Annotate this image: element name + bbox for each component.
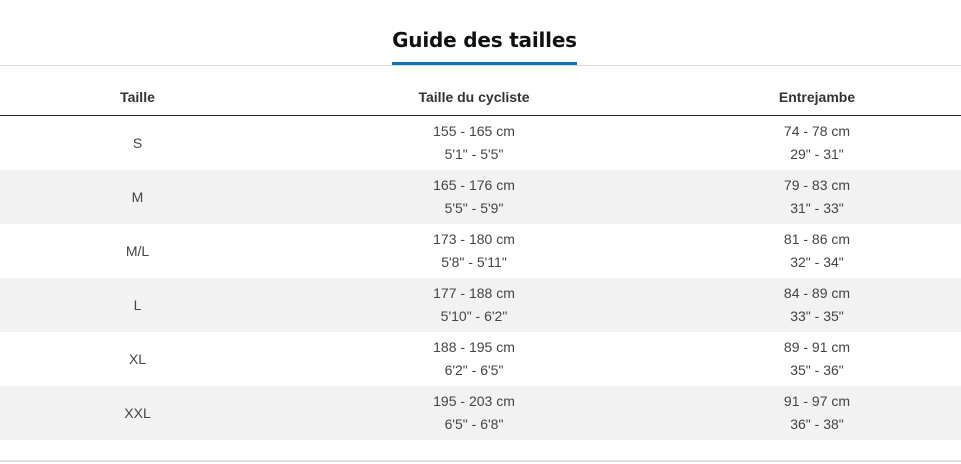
table-row (0, 386, 961, 440)
height-in: 6'2" - 6'5" (444, 362, 504, 378)
rider-height-cell (275, 224, 673, 278)
inseam-cm: 84 - 89 cm (783, 285, 851, 301)
rider-height-cell (275, 116, 673, 170)
inseam-cm: 91 - 97 cm (783, 393, 851, 409)
inseam-cell (673, 278, 961, 332)
height-cm: 195 - 203 cm (433, 393, 515, 409)
header-divider (0, 65, 961, 66)
inseam-in: 32" - 34" (790, 254, 844, 270)
inseam-in: 31" - 33" (790, 200, 844, 216)
table-row (0, 170, 961, 224)
table-header (0, 80, 961, 116)
size-cell: M (131, 189, 144, 205)
size-cell: L (133, 297, 142, 313)
column-header-size: Taille (120, 89, 155, 105)
inseam-in: 36" - 38" (790, 416, 844, 432)
size-cell: M/L (125, 243, 150, 259)
size-guide-tab[interactable] (392, 26, 577, 66)
size-cell: XXL (124, 405, 151, 421)
inseam-cell (673, 386, 961, 440)
rider-height-cell (275, 278, 673, 332)
size-guide-header (0, 0, 961, 66)
height-cm: 188 - 195 cm (433, 339, 515, 355)
table-row (0, 332, 961, 386)
rider-height-cell (275, 332, 673, 386)
column-header-rider-height: Taille du cycliste (418, 89, 530, 105)
height-cm: 173 - 180 cm (433, 231, 515, 247)
table-row (0, 224, 961, 278)
height-in: 5'5" - 5'9" (444, 200, 504, 216)
footer-divider (0, 460, 961, 462)
table-row (0, 278, 961, 332)
size-cell: XL (128, 351, 147, 367)
table-row (0, 116, 961, 170)
inseam-cell (673, 332, 961, 386)
rider-height-cell (275, 170, 673, 224)
height-in: 5'1" - 5'5" (444, 146, 504, 162)
inseam-cm: 89 - 91 cm (783, 339, 851, 355)
inseam-cm: 81 - 86 cm (783, 231, 851, 247)
inseam-cell (673, 116, 961, 170)
height-cm: 177 - 188 cm (433, 285, 515, 301)
page-title: Guide des tailles (392, 28, 577, 52)
height-in: 6'5" - 6'8" (444, 416, 504, 432)
inseam-in: 29" - 31" (790, 146, 844, 162)
inseam-cell (673, 224, 961, 278)
height-cm: 165 - 176 cm (433, 177, 515, 193)
column-header-inseam: Entrejambe (778, 89, 856, 105)
height-in: 5'10" - 6'2" (440, 308, 508, 324)
height-in: 5'8" - 5'11" (441, 254, 507, 270)
inseam-in: 33" - 35" (790, 308, 844, 324)
size-table (0, 80, 961, 440)
inseam-in: 35" - 36" (790, 362, 844, 378)
inseam-cm: 74 - 78 cm (783, 123, 851, 139)
rider-height-cell (275, 386, 673, 440)
inseam-cm: 79 - 83 cm (783, 177, 851, 193)
height-cm: 155 - 165 cm (433, 123, 515, 139)
size-cell: S (132, 135, 143, 151)
inseam-cell (673, 170, 961, 224)
